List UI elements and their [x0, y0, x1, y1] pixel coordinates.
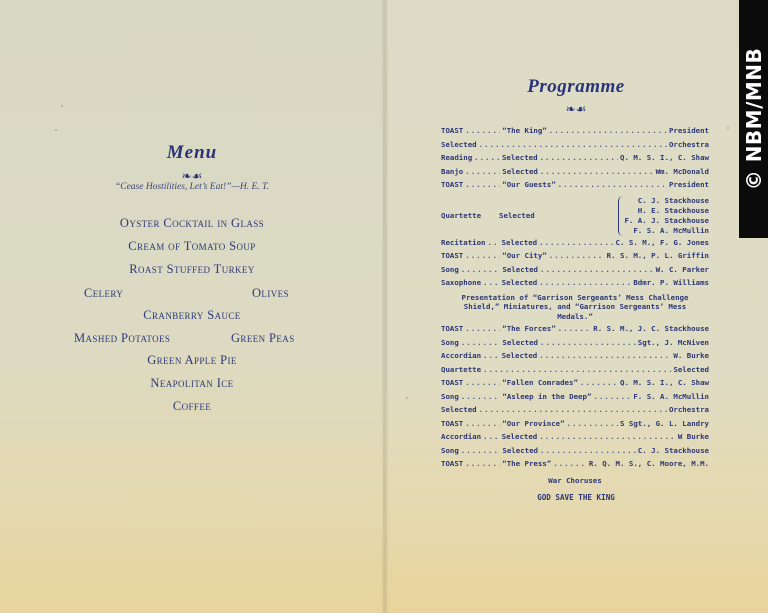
programme-mid: Selected: [499, 211, 535, 220]
paper-speck: [61, 105, 63, 107]
menu-item: Coffee: [172, 399, 212, 413]
dot-leader: [558, 324, 592, 333]
programme-performer: Selected: [673, 364, 709, 374]
dot-leader: [474, 153, 500, 162]
programme-list: [441, 126, 709, 489]
programme-item: Song: [441, 337, 459, 347]
dot-leader: [483, 278, 500, 287]
dot-leader: [539, 351, 671, 360]
menu-ornament-icon: ❧☙: [181, 169, 203, 183]
programme-mid: Selected: [502, 445, 539, 455]
menu-item: Oyster Cocktail in Glass: [119, 216, 265, 230]
programme-performer: S Sgt., G. L. Landry: [620, 418, 709, 428]
programme-item: Saxophone: [441, 278, 482, 287]
quartette-name: F. S. A. McMullin: [633, 225, 709, 235]
dot-leader: [465, 167, 500, 176]
programme-row: [441, 180, 709, 194]
dot-leader: [479, 140, 667, 149]
programme-performer: R. S. M., J. C. Stackhouse: [593, 324, 709, 333]
programme-mid: “Our City”: [502, 251, 547, 260]
programme-item: TOAST: [441, 324, 464, 333]
menu-item: Neapolitan Ice: [150, 376, 234, 390]
programme-mid: “The Press”: [502, 459, 552, 468]
menu-item: Green Apple Pie: [147, 353, 237, 367]
programme-performer: C. J. Stackhouse: [637, 445, 709, 455]
programme-row: [441, 278, 709, 292]
programme-item: Banjo: [441, 166, 464, 176]
menu-item: Cranberry Sauce: [143, 308, 241, 322]
dot-leader: [540, 153, 618, 162]
dot-leader: [465, 378, 500, 387]
programme-performer: Orchestra: [668, 139, 709, 149]
paper-speck: [55, 129, 57, 131]
programme-item: TOAST: [441, 180, 464, 189]
dot-leader: [465, 459, 500, 468]
paper-speck: [406, 397, 408, 399]
dot-leader: [461, 392, 501, 401]
programme-performer: Sgt., J. McNiven: [637, 337, 709, 347]
menu-item: Cream of Tomato Soup: [128, 239, 256, 253]
dot-leader: [465, 126, 500, 135]
closing-anthem: GOD SAVE THE KING: [537, 493, 615, 502]
dot-leader: [461, 265, 501, 274]
programme-mid: Selected: [502, 337, 539, 347]
programme-item: Song: [441, 445, 459, 455]
programme-item: Reading: [441, 153, 473, 162]
dot-leader: [461, 446, 501, 455]
dot-leader: [567, 419, 618, 428]
programme-item: Accordian: [441, 351, 482, 360]
programme-performer: Q. M. S. I., C. Shaw: [620, 153, 709, 162]
programme-item: TOAST: [441, 418, 464, 428]
programme-mid: “Fallen Comrades”: [502, 378, 578, 387]
dot-leader: [465, 324, 500, 333]
programme-row: [441, 405, 709, 419]
programme-performer: R. S. M., P. L. Griffin: [606, 251, 709, 260]
programme-row: [441, 365, 709, 379]
programme-item: Selected: [441, 405, 477, 414]
programme-row: [441, 251, 709, 265]
programme-performer: W. C. Parker: [655, 264, 709, 274]
programme-row: [441, 419, 709, 433]
programme-mid: Selected: [502, 264, 539, 274]
programme-item: Quartette: [441, 364, 482, 374]
programme-title: Programme: [527, 76, 625, 97]
programme-performer: W Burke: [677, 432, 709, 441]
programme-item: TOAST: [441, 459, 464, 468]
dot-leader: [553, 459, 587, 468]
dot-leader: [558, 180, 667, 189]
programme-row: [441, 446, 709, 460]
programme-row: [441, 378, 709, 392]
menu-item: Roast Stuffed Turkey: [129, 262, 255, 276]
dot-leader: [483, 365, 671, 374]
dot-leader: [593, 392, 631, 401]
programme-mid: Selected: [501, 237, 538, 247]
menu-title: Menu: [166, 142, 218, 163]
dot-leader: [549, 251, 605, 260]
programme-item: TOAST: [441, 251, 464, 260]
dot-leader: [540, 167, 654, 176]
programme-row: [441, 432, 709, 446]
dot-leader: [483, 351, 500, 360]
programme-row: [441, 167, 709, 181]
dot-leader: [488, 238, 500, 247]
programme-mid: “Our Guests”: [502, 180, 556, 189]
programme-mid: Selected: [502, 166, 538, 176]
programme-mid: “The Forces”: [502, 324, 556, 333]
paper-speck: [727, 127, 729, 129]
menu-item: Mashed Potatoes: [74, 331, 171, 345]
programme-mid: “The King”: [502, 126, 547, 135]
programme-performer: R. Q. M. S., C. Moore, M.M.: [588, 459, 709, 468]
programme-item: TOAST: [441, 378, 464, 387]
programme-row: [441, 392, 709, 406]
programme-row: [441, 459, 709, 473]
quartette-name: F. A. J. Stackhouse: [624, 215, 709, 225]
menu-item: Green Peas: [231, 331, 295, 345]
dot-leader: [465, 251, 500, 260]
dot-leader: [479, 405, 667, 414]
programme-mid: “Our Province”: [502, 418, 565, 428]
programme-row: [441, 324, 709, 338]
dot-leader: [539, 238, 613, 247]
programme-performer: W. Burke: [673, 351, 709, 360]
programme-row: [441, 126, 709, 140]
menu-motto: “Cease Hostilities, Let’s Eat!”—H. E. T.: [114, 182, 270, 192]
dot-leader: [540, 446, 636, 455]
programme-mid: “Asleep in the Deep”: [502, 391, 592, 401]
programme-performer: Orchestra: [668, 405, 709, 414]
dot-leader: [461, 338, 501, 347]
dot-leader: [539, 432, 676, 441]
programme-item: TOAST: [441, 126, 464, 135]
programme-item: Recitation: [441, 237, 486, 247]
menu-item: Celery: [84, 286, 124, 300]
war-choruses: War Choruses: [548, 475, 602, 485]
dot-leader: [465, 180, 500, 189]
programme-mid: Selected: [501, 432, 538, 441]
programme-performer: President: [668, 126, 709, 135]
programme-row: [441, 265, 709, 279]
programme-performer: C. S. M., F. G. Jones: [615, 237, 709, 247]
dot-leader: [465, 419, 500, 428]
programme-item: Song: [441, 264, 459, 274]
programme-performer: Bdmr. P. Williams: [633, 278, 709, 287]
presentation-note: Presentation of “Garrison Sergeants’ Mess Challenge Shield,” Miniatures, and “Garrison Sergeants’ Mess Medals.”: [461, 292, 689, 321]
dot-leader: [539, 278, 631, 287]
programme-row: [441, 238, 709, 252]
programme-performer: President: [668, 180, 709, 189]
programme-performer: Wm. McDonald: [655, 166, 709, 176]
dot-leader: [483, 432, 500, 441]
programme-mid: Selected: [501, 153, 538, 162]
quartette-name: H. E. Stackhouse: [637, 205, 709, 215]
copyright-watermark: [739, 0, 768, 238]
watermark-text: © NBM/MNB: [741, 47, 766, 191]
programme-mid: Selected: [501, 351, 538, 360]
programme-performer: F. S. A. McMullin: [633, 391, 709, 401]
programme-performer: Q. M. S. I., C. Shaw: [620, 378, 709, 387]
programme-row: [441, 351, 709, 365]
programme-item: Accordian: [441, 432, 482, 441]
dot-leader: [549, 126, 667, 135]
programme-mid: Selected: [501, 278, 538, 287]
dot-leader: [540, 338, 636, 347]
programme-row: [441, 153, 709, 167]
programme-row: [441, 140, 709, 154]
quartette-name: C. J. Stackhouse: [637, 195, 709, 205]
programme-row: [441, 338, 709, 352]
programme-item: Selected: [441, 139, 477, 149]
dot-leader: [540, 265, 654, 274]
programme-ornament-icon: ❧☙: [565, 102, 587, 116]
quartette-names: [618, 196, 709, 236]
programme-item: Song: [441, 391, 459, 401]
programme-row-quartette: [441, 194, 709, 238]
menu-item: Olives: [252, 286, 289, 300]
programme-item: Quartette: [441, 211, 482, 220]
dot-leader: [580, 378, 618, 387]
